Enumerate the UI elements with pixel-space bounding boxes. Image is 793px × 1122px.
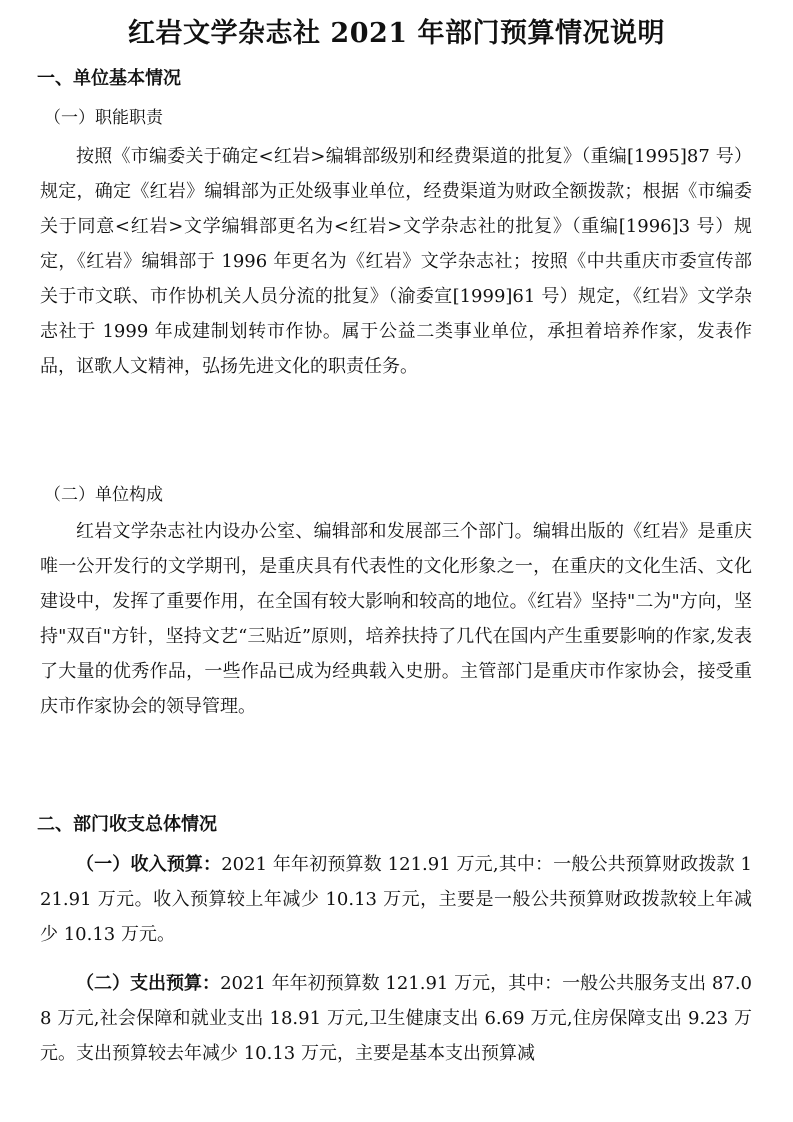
- income-budget-paragraph: [40, 847, 752, 952]
- section-1-2-heading: （二）单位构成: [44, 485, 163, 505]
- income-budget-label: （一）收入预算：: [76, 854, 222, 875]
- expense-budget-text: 2021 年年初预算数 121.91 万元，其中：一般公共服务支出 87.08 万元,社会保障和就业支出 18.91 万元,卫生健康支出 6.69 万元,住房保障支出 9.23 万元。支出预算较去年减少 10.13 万元，主要是基本支出预算减: [40, 973, 752, 1064]
- section-1-2-paragraph: [40, 514, 752, 724]
- expense-budget-label: （二）支出预算：: [76, 973, 221, 994]
- section-1-1-text: 按照《市编委关于确定<红岩>编辑部级别和经费渠道的批复》（重编[1995]87 号）规定，确定《红岩》编辑部为正处级事业单位，经费渠道为财政全额拨款；根据《市编委关于同意<红岩>文学编辑部更名为<红岩>文学杂志社的批复》（重编[1996]3 号）规定，《红岩》编辑部于 1996 年更名为《红岩》文学杂志社；按照《中共重庆市委宣传部关于市文联、市作协机关人员分流的批复》（渝委宣[1999]61 号）规定，《红岩》文学杂志社于 1999 年成建制划转市作协。属于公益二类事业单位，承担着培养作家，发表作品，讴歌人文精神，弘扬先进文化的职责任务。: [40, 146, 752, 377]
- income-budget-text: 2021 年年初预算数 121.91 万元,其中：一般公共预算财政拨款 121.91 万元。收入预算较上年减少 10.13 万元，主要是一般公共预算财政拨款较上年减少 10.13 万元。: [40, 854, 752, 945]
- section-1-1-heading: （一）职能职责: [44, 108, 163, 128]
- document-title: 红岩文学杂志社 2021 年部门预算情况说明: [128, 18, 665, 49]
- section-1-heading: 一、单位基本情况: [37, 68, 181, 89]
- section-2-heading: 二、部门收支总体情况: [37, 814, 217, 835]
- section-1-1-paragraph: [40, 139, 752, 384]
- section-1-2-text: 红岩文学杂志社内设办公室、编辑部和发展部三个部门。编辑出版的《红岩》是重庆唯一公开发行的文学期刊，是重庆具有代表性的文化形象之一，在重庆的文化生活、文化建设中，发挥了重要作用，在全国有较大影响和较高的地位。《红岩》坚持"二为"方向，坚持"双百"方针，坚持文艺“三贴近”原则，培养扶持了几代在国内产生重要影响的作家,发表了大量的优秀作品，一些作品已成为经典载入史册。主管部门是重庆市作家协会，接受重庆市作家协会的领导管理。: [40, 521, 752, 717]
- expense-budget-paragraph: [40, 966, 752, 1071]
